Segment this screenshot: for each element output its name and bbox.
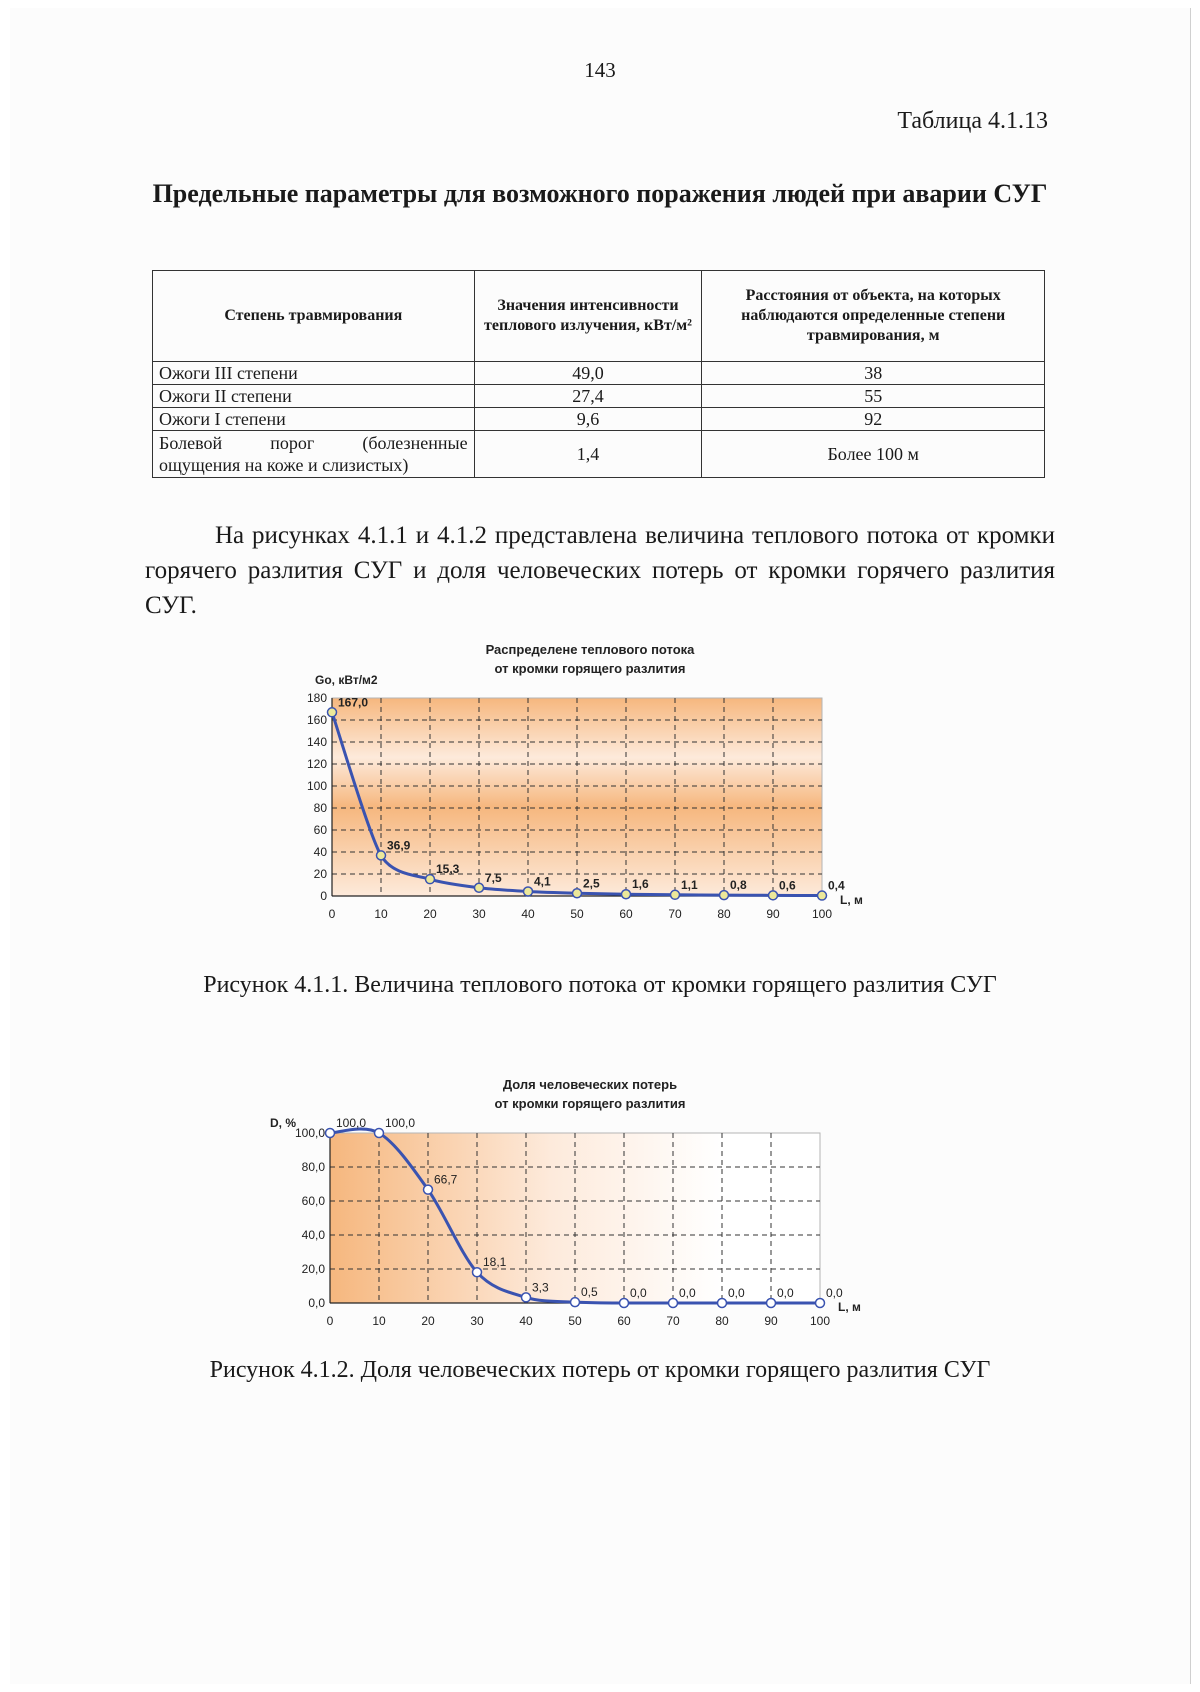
table-row — [153, 385, 1045, 408]
data-label: 0,0 — [826, 1286, 843, 1300]
x-axis-title: L, м — [838, 1300, 861, 1314]
figure2-caption: Рисунок 4.1.2. Доля человеческих потерь от кромки горящего разлития СУГ — [209, 1357, 991, 1383]
data-label: 0,0 — [679, 1286, 696, 1300]
data-label: 100,0 — [385, 1116, 416, 1130]
y-tick-label: 0 — [320, 889, 327, 903]
data-point — [473, 1268, 482, 1277]
data-label: 0,0 — [728, 1286, 745, 1300]
header-intensity: Значения интенсивности теплового излучения, кВт/м² — [474, 271, 702, 362]
cell-name: Ожоги II степени — [153, 385, 475, 408]
table-row — [153, 431, 1045, 478]
data-point — [816, 1299, 825, 1308]
x-tick-label: 50 — [570, 907, 584, 921]
cell-intensity: 49,0 — [474, 362, 702, 385]
data-label: 1,6 — [632, 877, 649, 892]
data-label: 2,5 — [583, 876, 600, 891]
parameters-table — [152, 270, 1045, 478]
y-tick-label: 100 — [306, 779, 327, 793]
cell-distance: 92 — [702, 408, 1045, 431]
y-tick-label: 0,0 — [308, 1296, 325, 1310]
cell-intensity: 27,4 — [474, 385, 702, 408]
cell-name — [153, 431, 475, 478]
data-label: 15,3 — [436, 862, 460, 877]
data-label: 18,1 — [483, 1255, 507, 1270]
x-tick-label: 60 — [617, 1314, 631, 1328]
data-label: 0,0 — [777, 1286, 794, 1300]
body-paragraph: На рисунках 4.1.1 и 4.1.2 представлена величина теплового потока от кромки горячего разлития СУГ и доля человеческих потерь от кромки горячего разлития СУГ. — [145, 522, 1055, 619]
data-point — [375, 1129, 384, 1138]
data-point — [720, 891, 729, 900]
x-tick-label: 20 — [423, 907, 437, 921]
y-tick-label: 20,0 — [301, 1262, 325, 1276]
chart-title-line: от кромки горящего разлития — [494, 661, 686, 676]
x-tick-label: 0 — [326, 1314, 334, 1328]
cell-distance: 38 — [702, 362, 1045, 385]
x-axis-title: L, м — [840, 893, 863, 907]
document-title: Предельные параметры для возможного поражения людей при аварии СУГ — [152, 179, 1048, 208]
x-tick-label: 10 — [372, 1314, 386, 1328]
x-tick-label: 70 — [668, 907, 682, 921]
data-point — [620, 1299, 629, 1308]
data-label: 100,0 — [336, 1116, 367, 1130]
y-axis-title: D, % — [270, 1116, 297, 1130]
cell-distance: Более 100 м — [702, 431, 1045, 478]
data-point — [571, 1298, 580, 1307]
cell-intensity: 9,6 — [474, 408, 702, 431]
y-tick-label: 60,0 — [301, 1194, 325, 1208]
y-tick-label: 140 — [306, 735, 327, 749]
chart-svg — [270, 1075, 930, 1345]
x-tick-label: 10 — [374, 907, 388, 921]
data-point — [326, 1129, 335, 1138]
data-point — [669, 1299, 678, 1308]
cell-name: Ожоги I степени — [153, 408, 475, 431]
table-row — [153, 408, 1045, 431]
x-tick-label: 40 — [519, 1314, 533, 1328]
x-tick-label: 80 — [717, 907, 731, 921]
chart-title-line: Распределене теплового потока — [485, 642, 695, 657]
data-label: 4,1 — [534, 874, 551, 889]
x-tick-label: 90 — [766, 907, 780, 921]
data-label: 0,4 — [828, 878, 845, 893]
cell-intensity: 1,4 — [474, 431, 702, 478]
header-injury-degree: Степень травмирования — [153, 271, 475, 362]
data-label: 0,5 — [581, 1285, 598, 1300]
x-tick-label: 100 — [811, 907, 833, 921]
figure1-caption: Рисунок 4.1.1. Величина теплового потока от кромки горящего разлития СУГ — [203, 972, 997, 998]
y-tick-label: 20 — [313, 867, 327, 881]
data-point — [522, 1293, 531, 1302]
data-label: 1,1 — [681, 877, 698, 892]
table-row — [153, 362, 1045, 385]
y-tick-label: 60 — [313, 823, 327, 837]
data-point — [475, 883, 484, 892]
cell-name-line2: ощущения на коже и слизистых) — [159, 455, 409, 475]
data-point — [767, 1299, 776, 1308]
y-tick-label: 40 — [313, 845, 327, 859]
y-tick-label: 160 — [306, 713, 327, 727]
data-point — [524, 887, 533, 896]
table-label: Таблица 4.1.13 — [897, 108, 1048, 134]
y-axis-title: Go, кВт/м2 — [315, 673, 378, 687]
data-label: 0,8 — [730, 878, 747, 893]
data-point — [328, 708, 337, 717]
y-tick-label: 180 — [306, 691, 327, 705]
header-distance: Расстояния от объекта, на которых наблюдаются определенные степени травмирования, м — [702, 271, 1045, 362]
data-point — [622, 890, 631, 899]
x-tick-label: 30 — [472, 907, 486, 921]
cell-name-line1: Болевой порог (болезненные — [159, 433, 468, 453]
y-tick-label: 120 — [306, 757, 327, 771]
heat-flux-chart — [280, 640, 900, 945]
x-tick-label: 60 — [619, 907, 633, 921]
data-label: 36,9 — [387, 838, 411, 853]
data-label: 0,6 — [779, 878, 796, 893]
data-point — [424, 1185, 433, 1194]
x-tick-label: 50 — [568, 1314, 582, 1328]
data-point — [573, 889, 582, 898]
x-tick-label: 30 — [470, 1314, 484, 1328]
x-tick-label: 100 — [809, 1314, 831, 1328]
x-tick-label: 40 — [521, 907, 535, 921]
data-label: 66,7 — [434, 1172, 458, 1187]
y-tick-label: 80,0 — [301, 1160, 325, 1174]
table-header-row — [153, 271, 1045, 362]
x-tick-label: 0 — [328, 907, 336, 921]
chart-title-line: от кромки горящего разлития — [494, 1096, 686, 1111]
data-label: 7,5 — [485, 870, 502, 885]
cell-name: Ожоги III степени — [153, 362, 475, 385]
data-label: 167,0 — [338, 695, 369, 710]
cell-distance: 55 — [702, 385, 1045, 408]
y-tick-label: 40,0 — [301, 1228, 325, 1242]
chart-title-line: Доля человеческих потерь — [502, 1077, 678, 1092]
data-point — [818, 891, 827, 900]
data-point — [769, 891, 778, 900]
x-tick-label: 70 — [666, 1314, 680, 1328]
data-point — [377, 851, 386, 860]
x-tick-label: 20 — [421, 1314, 435, 1328]
data-point — [426, 875, 435, 884]
x-tick-label: 90 — [764, 1314, 778, 1328]
page-number: 143 — [584, 58, 616, 82]
chart-svg — [280, 640, 900, 940]
y-tick-label: 80 — [313, 801, 327, 815]
y-tick-label: 100,0 — [294, 1126, 325, 1140]
losses-chart — [270, 1075, 930, 1350]
data-label: 3,3 — [532, 1280, 549, 1295]
data-point — [718, 1299, 727, 1308]
data-point — [671, 890, 680, 899]
data-label: 0,0 — [630, 1286, 647, 1300]
x-tick-label: 80 — [715, 1314, 729, 1328]
